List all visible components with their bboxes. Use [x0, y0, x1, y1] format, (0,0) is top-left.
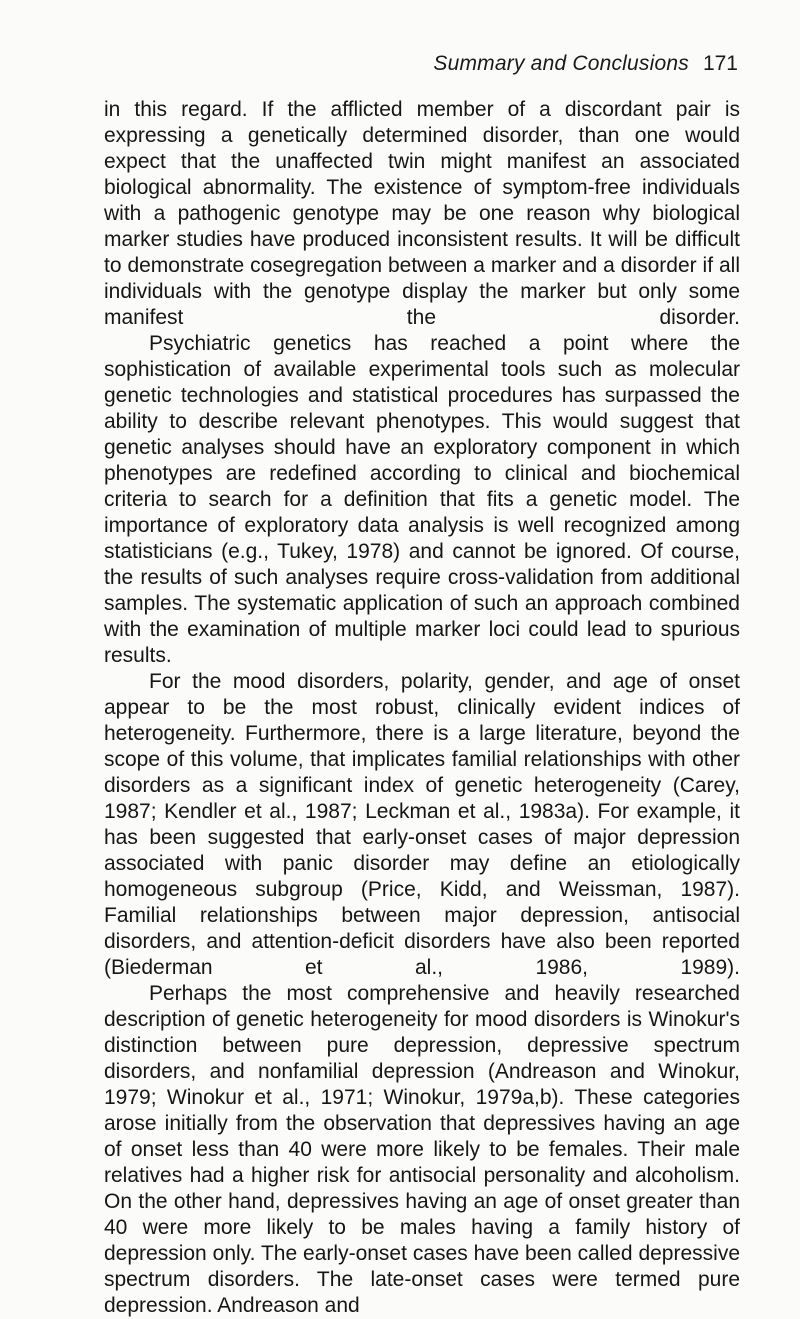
paragraph-1: in this regard. If the afflicted member of a discordant pair is expressing a genetically determined disorder, than one would expect that the unaffected twin might manifest an associated biological abnormality. The existence of symptom-free individuals with a pathogenic genotype may be one reason why biological marker studies have produced inconsistent results. It will be difficult to demonstrate cosegregation between a marker and a disorder if all individuals with the genotype display the marker but only some manifest the disorder.	[104, 98, 740, 329]
body-text	[104, 97, 740, 1319]
running-head	[433, 50, 738, 76]
paragraph-2: Psychiatric genetics has reached a point where the sophistication of available experimental tools such as molecular genetic technologies and statistical procedures has surpassed the ability to describe relevant phenotypes. This would suggest that genetic analyses should have an exploratory component in which phenotypes are redefined according to clinical and biochemical criteria to search for a definition that fits a genetic model. The importance of exploratory data analysis is well recognized among statisticians (e.g., Tukey, 1978) and cannot be ignored. Of course, the results of such analyses require cross-validation from additional samples. The systematic application of such an approach combined with the examination of multiple marker loci could lead to spurious results.	[104, 332, 740, 667]
running-head-title: Summary and Conclusions	[433, 52, 689, 75]
page-number: 171	[702, 52, 738, 75]
paragraph-4: Perhaps the most comprehensive and heavily researched description of genetic heterogeneity for mood disorders is Winokur's distinction between pure depression, depressive spectrum disorders, and nonfamilial depression (Andreason and Winokur, 1979; Winokur et al., 1971; Winokur, 1979a,b). These categories arose initially from the observation that depressives having an age of onset less than 40 were more likely to be females. Their male relatives had a higher risk for antisocial personality and alcoholism. On the other hand, depressives having an age of onset greater than 40 were more likely to be males having a family history of depression only. The early-onset cases have been called depressive spectrum disorders. The late-onset cases were termed pure depression. Andreason and	[104, 982, 740, 1317]
paragraph-3: For the mood disorders, polarity, gender, and age of onset appear to be the most robust, clinically evident indices of heterogeneity. Furthermore, there is a large literature, beyond the scope of this volume, that implicates familial relationships with other disorders as a significant index of genetic heterogeneity (Carey, 1987; Kendler et al., 1987; Leckman et al., 1983a). For example, it has been suggested that early-onset cases of major depression associated with panic disorder may define an etiologically homogeneous subgroup (Price, Kidd, and Weissman, 1987). Familial relationships between major depression, antisocial disorders, and attention-deficit disorders have also been reported (Biederman et al., 1986, 1989).	[104, 670, 740, 979]
